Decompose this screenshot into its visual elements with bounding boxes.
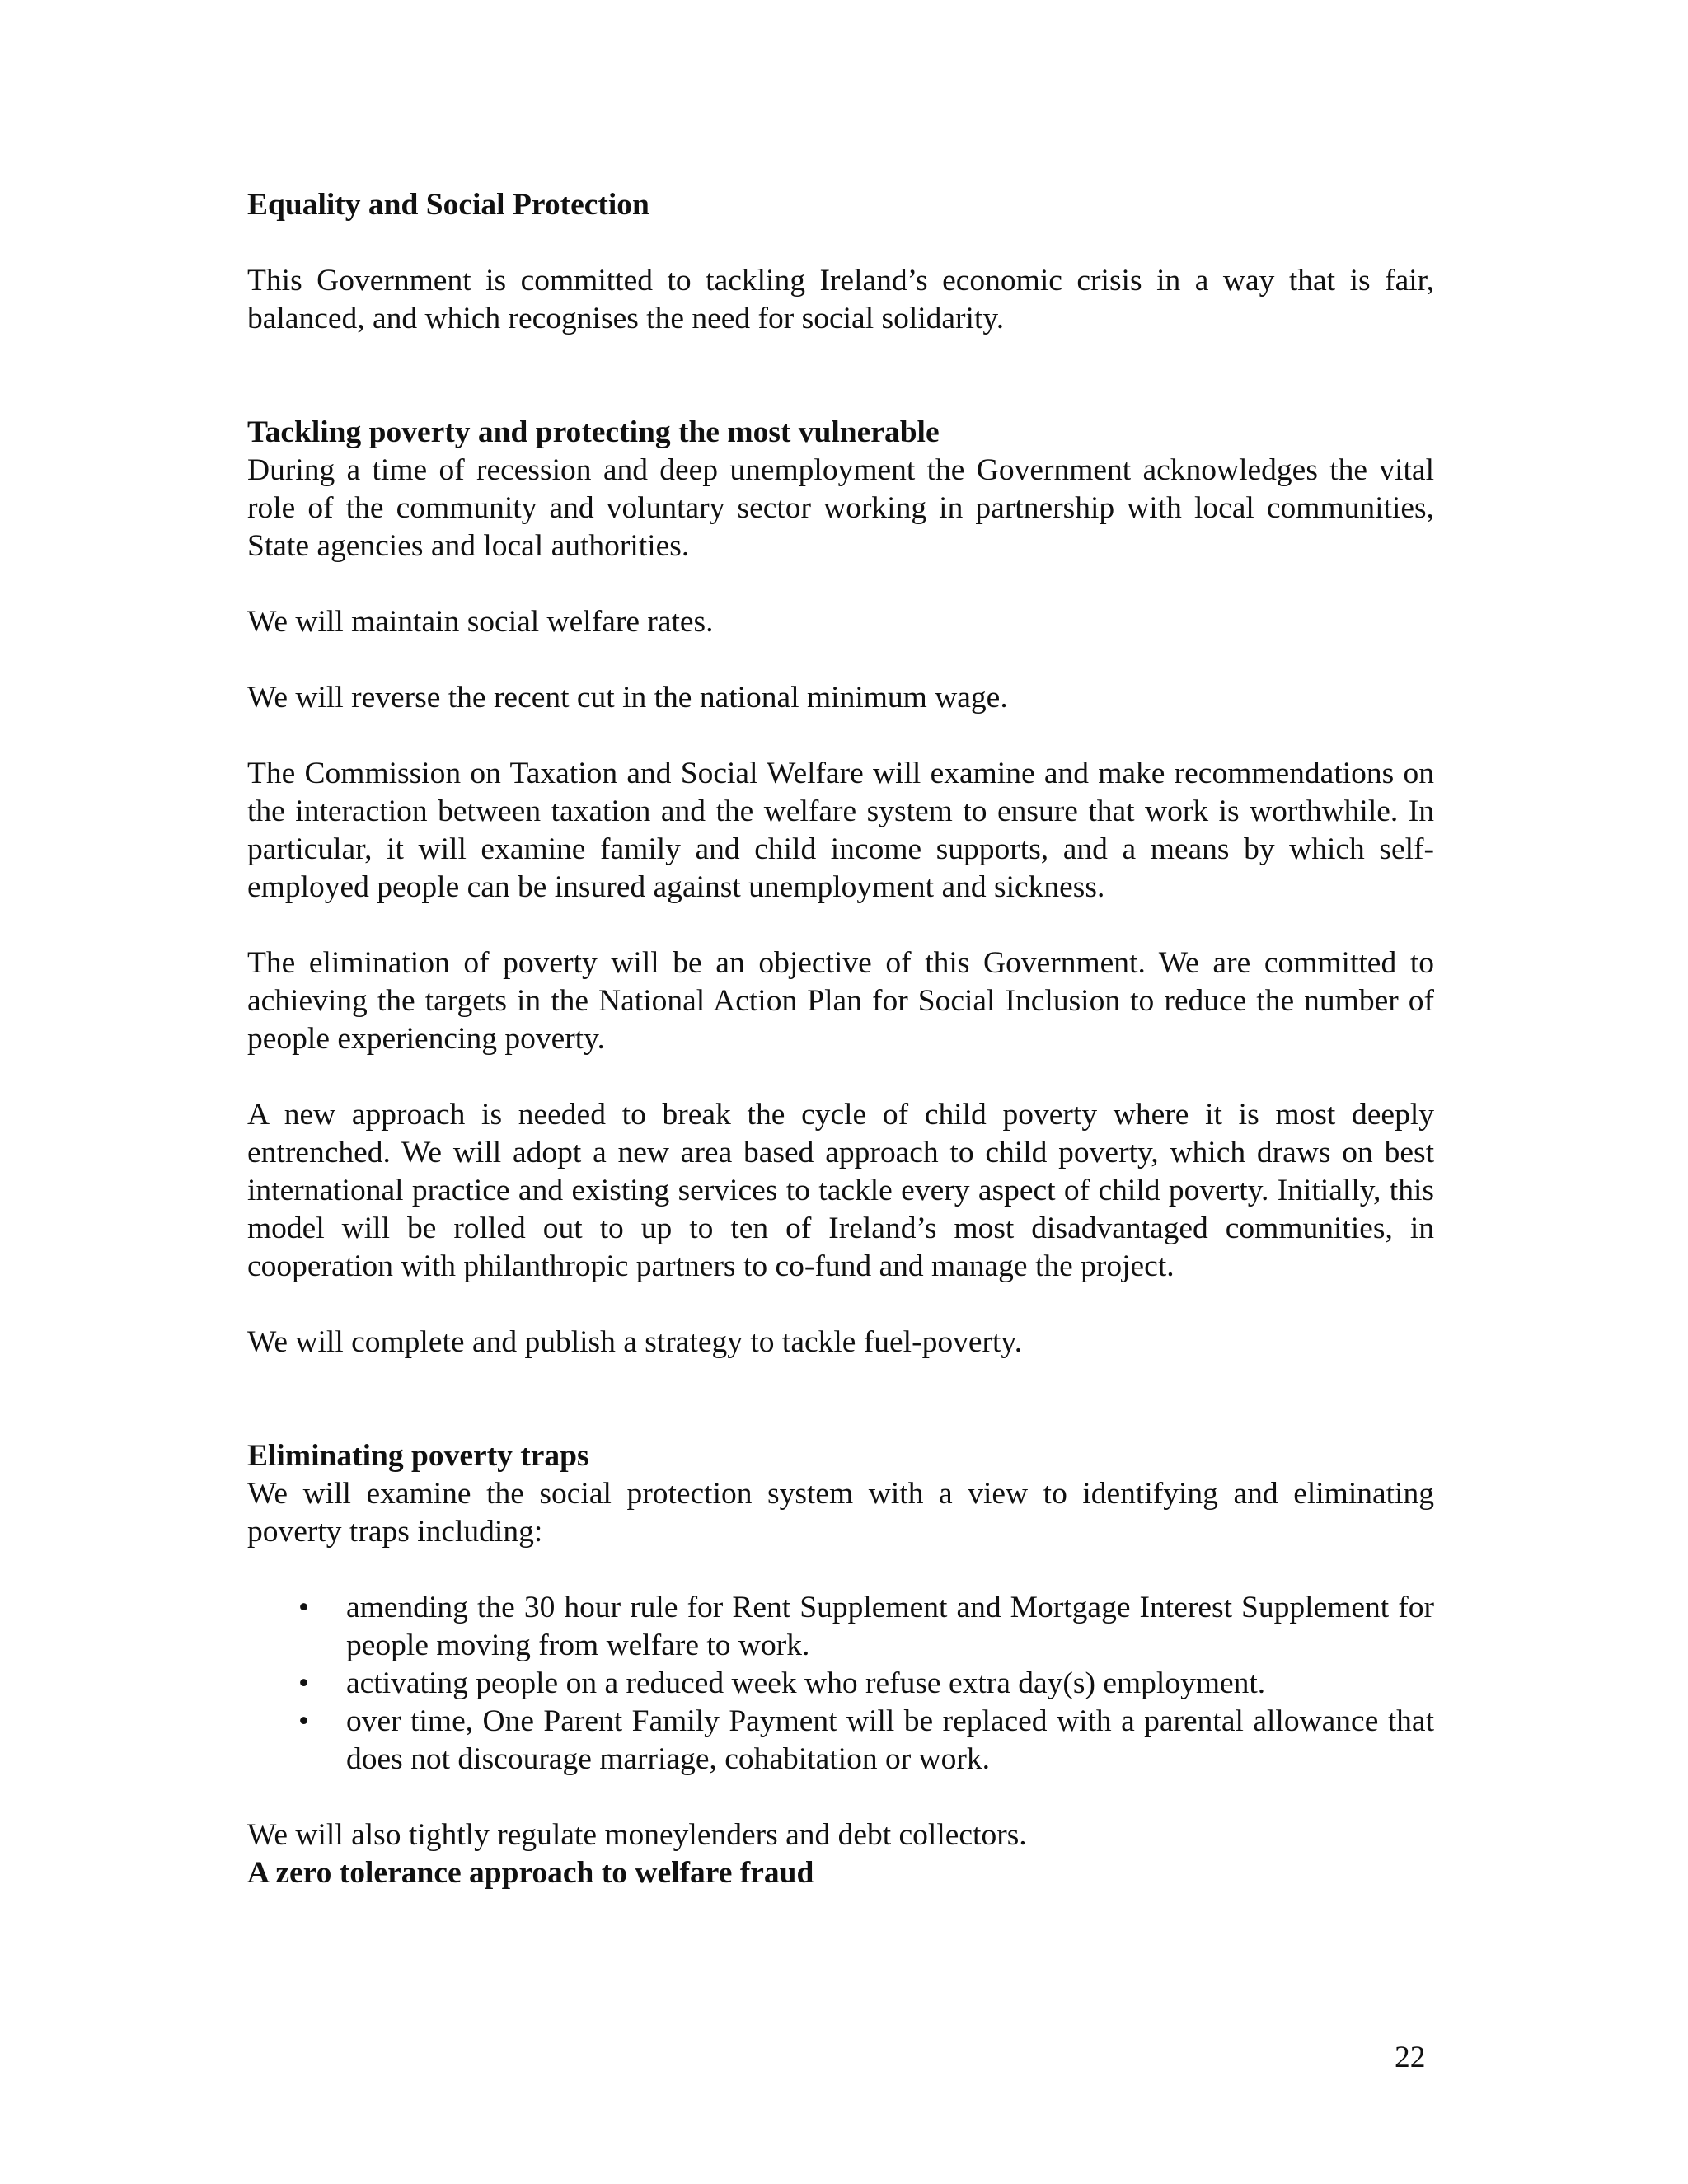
- list-item: [247, 1665, 1434, 1703]
- paragraph-community-sector: During a time of recession and deep unemployment the Government acknowledges the vital role of the community and voluntary sector working in partnership with local communities, State agencies and local authorities.: [247, 453, 1434, 563]
- list-item-text: activating people on a reduced week who refuse extra day(s) employment.: [346, 1666, 1266, 1700]
- section-heading-welfare-fraud: A zero tolerance approach to welfare fraud: [247, 1856, 814, 1890]
- section-heading-tackling-poverty: Tackling poverty and protecting the most vulnerable: [247, 415, 940, 449]
- paragraph-fuel-poverty: We will complete and publish a strategy to tackle fuel-poverty.: [247, 1325, 1023, 1359]
- paragraph-child-poverty: A new approach is needed to break the cycle of child poverty where it is most deeply entrenched. We will adopt a new area based approach to child poverty, which draws on best international practice and existing services to tackle every aspect of child poverty. Initially, this model will be rolled out to up to ten of Ireland’s most disadvantaged communities, in cooperation with philanthropic partners to co-fund and manage the project.: [247, 1098, 1434, 1283]
- intro-paragraph: This Government is committed to tackling Ireland’s economic crisis in a way that is fair, balanced, and which recognises the need for social solidarity.: [247, 264, 1434, 335]
- paragraph-welfare-rates: We will maintain social welfare rates.: [247, 605, 714, 639]
- paragraph-poverty-traps-intro: We will examine the social protection system with a view to identifying and eliminating poverty traps including:: [247, 1477, 1434, 1549]
- bullet-icon: •: [298, 1591, 310, 1624]
- paragraph-moneylenders: We will also tightly regulate moneylenders and debt collectors.: [247, 1818, 1027, 1852]
- page-title: Equality and Social Protection: [247, 188, 649, 222]
- paragraph-elimination-poverty: The elimination of poverty will be an objective of this Government. We are committed to achieving the targets in the National Action Plan for Social Inclusion to reduce the number of people experiencing poverty.: [247, 946, 1434, 1056]
- paragraph-commission-taxation: The Commission on Taxation and Social Welfare will examine and make recommendations on the interaction between taxation and the welfare system to ensure that work is worthwhile. In particular, it will examine family and child income supports, and a means by which self-employed people can be insured against unemployment and sickness.: [247, 757, 1434, 904]
- document-body: [247, 186, 1434, 1892]
- list-item: [247, 1703, 1434, 1779]
- bullet-icon: •: [298, 1704, 310, 1738]
- bullet-icon: •: [298, 1666, 310, 1700]
- list-item: [247, 1589, 1434, 1665]
- list-item-text: amending the 30 hour rule for Rent Supplement and Mortgage Interest Supplement for people moving from welfare to work.: [346, 1591, 1434, 1662]
- poverty-traps-list: [247, 1589, 1434, 1779]
- list-item-text: over time, One Parent Family Payment will be replaced with a parental allowance that does not discourage marriage, cohabitation or work.: [346, 1704, 1434, 1776]
- page-number: 22: [1395, 2041, 1426, 2074]
- section-heading-poverty-traps: Eliminating poverty traps: [247, 1439, 589, 1473]
- paragraph-minimum-wage: We will reverse the recent cut in the national minimum wage.: [247, 681, 1008, 715]
